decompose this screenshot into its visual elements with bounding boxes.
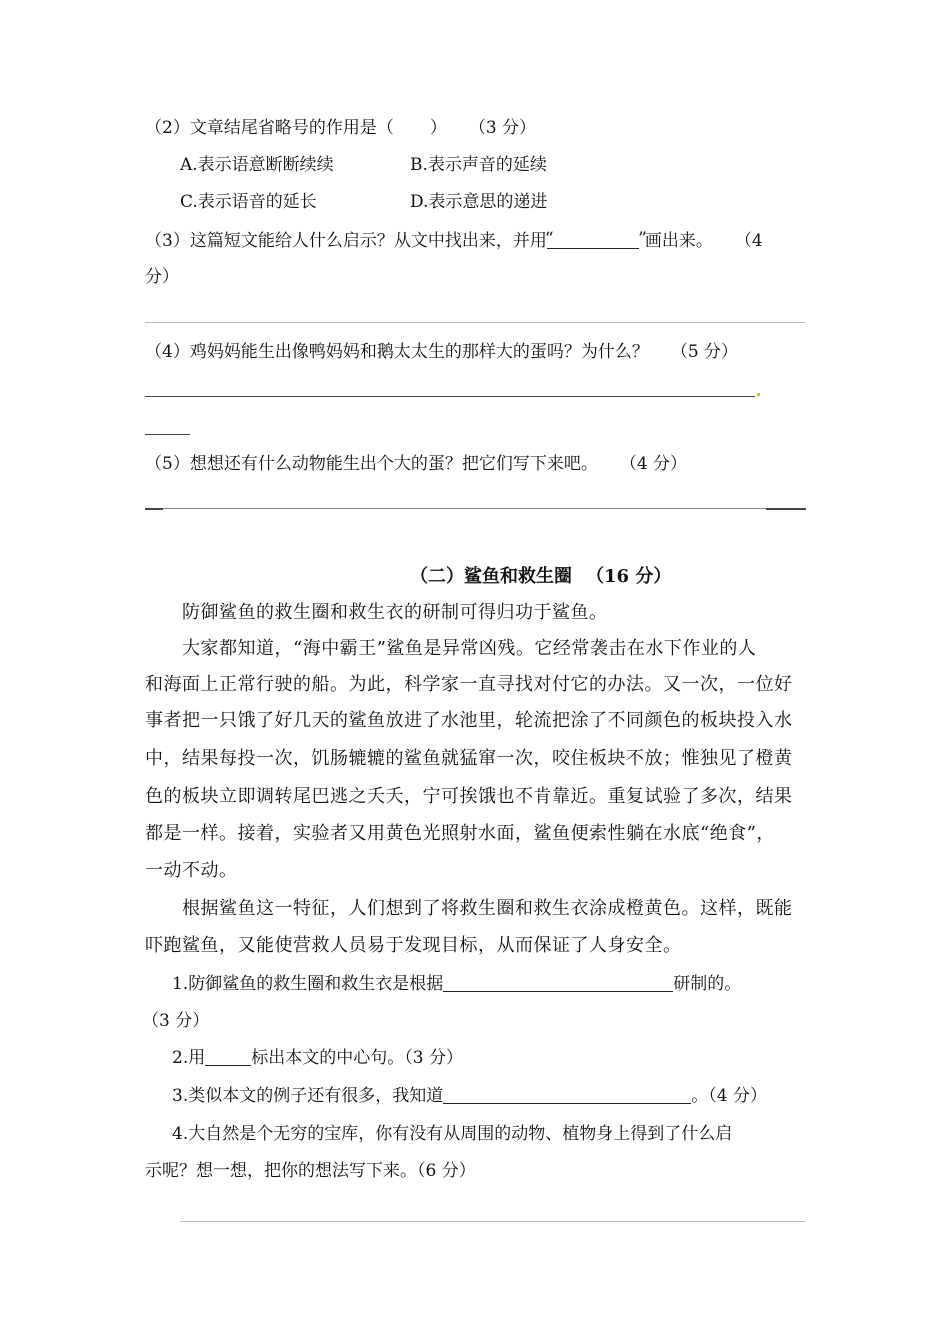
q5-stem bbox=[145, 452, 805, 476]
q2-option-b: B.表示声音的延续 bbox=[410, 155, 547, 175]
section2-score: （16 分） bbox=[586, 566, 672, 587]
passage-paragraph-1: 防御鲨鱼的救生圈和救生衣的研制可得归功于鲨鱼。 bbox=[182, 602, 608, 623]
passage-paragraph-2-line-2: 和海面上正常行驶的船。为此，科学家一直寻找对付它的办法。又一次，一位好 bbox=[145, 674, 793, 695]
passage-paragraph-2-line-3: 事者把一只饿了好几天的鲨鱼放进了水池里，轮流把涂了不同颜色的板块投入水 bbox=[145, 710, 793, 731]
q2-stem-close: ） bbox=[429, 118, 447, 138]
passage-paragraph-3-line-2: 吓跑鲨鱼，又能使营救人员易于发现目标，从而保证了人身安全。 bbox=[145, 935, 682, 956]
s2-q4-line-1: 4.大自然是个无穷的宝库，你有没有从周围的动物、植物身上得到了什么启 bbox=[172, 1124, 733, 1144]
passage-paragraph-2-line-4: 中，结果每投一次，饥肠辘辘的鲨鱼就猛窜一次，咬住板块不放；惟独见了橙黄 bbox=[145, 748, 793, 769]
s2-q1-score-line: （3 分） bbox=[142, 1011, 210, 1031]
section2-title bbox=[410, 562, 671, 588]
q2-stem-text: （2）文章结尾省略号的作用是（ bbox=[145, 118, 394, 138]
s2-q1-blank[interactable] bbox=[443, 973, 673, 992]
q4-stem bbox=[145, 340, 805, 364]
q5-score: （4 分） bbox=[619, 454, 688, 474]
s2-q1-end: 研制的。 bbox=[673, 974, 742, 994]
section2-title-text: （二）鲨鱼和救生圈 bbox=[410, 566, 572, 587]
passage-paragraph-3-line-1: 根据鲨鱼这一特征，人们想到了将救生圈和救生衣涂成橙黄色。这样，既能 bbox=[182, 898, 793, 919]
s2-q2-text: 2.用 bbox=[172, 1048, 206, 1068]
q2-stem bbox=[145, 116, 805, 140]
q4-stem-text: （4）鸡妈妈能生出像鸭妈妈和鹅太太生的那样大的蛋吗？为什么？ bbox=[145, 342, 649, 362]
s2-q3-end: 。（4 分） bbox=[691, 1086, 767, 1106]
q3-stem-end: 画出来。 bbox=[644, 231, 713, 251]
s2-q2-blank[interactable] bbox=[205, 1047, 251, 1066]
s2-q4-answer-line[interactable] bbox=[180, 1221, 805, 1222]
s2-q2 bbox=[172, 1046, 832, 1070]
q4-answer-line-2[interactable] bbox=[145, 434, 190, 435]
s2-q3 bbox=[172, 1084, 832, 1108]
q3-score-line bbox=[145, 265, 805, 289]
q5-answer-line-end bbox=[766, 508, 806, 510]
q2-option-d: D.表示意思的递进 bbox=[410, 192, 548, 212]
q2-options-row1 bbox=[180, 153, 840, 177]
q3-score-part2: 分） bbox=[145, 267, 179, 287]
q5-answer-line-start bbox=[145, 508, 163, 510]
q3-quote-open: “ bbox=[544, 229, 554, 249]
passage-paragraph-2-line-1: 大家都知道，“海中霸王”鲨鱼是异常凶残。它经常袭击在水下作业的人 bbox=[182, 638, 757, 659]
q2-option-a: A.表示语意断断续续 bbox=[180, 155, 334, 175]
passage-paragraph-2-line-7: 一动不动。 bbox=[145, 860, 238, 881]
stray-mark bbox=[757, 393, 760, 396]
q4-answer-line-1[interactable] bbox=[145, 396, 755, 397]
s2-q1 bbox=[172, 972, 832, 996]
q3-quote-blank[interactable] bbox=[544, 229, 647, 249]
q3-quote-close: ” bbox=[638, 229, 647, 249]
q4-score: （5 分） bbox=[670, 342, 739, 362]
passage-paragraph-2-line-5: 色的板块立即调转尾巴逃之夭夭，宁可挨饿也不肯靠近。重复试验了多次，结果 bbox=[145, 786, 793, 807]
q3-answer-line[interactable] bbox=[145, 322, 805, 323]
q5-answer-line[interactable] bbox=[145, 508, 805, 509]
passage-paragraph-2-line-6: 都是一样。接着，实验者又用黄色光照射水面，鲨鱼便索性躺在水底“绝食”， bbox=[145, 823, 775, 844]
q3-stem bbox=[145, 229, 805, 253]
s2-q3-blank[interactable] bbox=[443, 1085, 691, 1104]
q2-options-row2 bbox=[180, 190, 840, 214]
s2-q4-line-2: 示呢？想一想，把你的想法写下来。（6 分） bbox=[145, 1161, 476, 1181]
q3-score-part1: （4 bbox=[734, 231, 763, 251]
q2-option-c: C.表示语音的延长 bbox=[180, 192, 317, 212]
q5-stem-text: （5）想想还有什么动物能生出个大的蛋？把它们写下来吧。 bbox=[145, 454, 598, 474]
q3-stem-text: （3）这篇短文能给人什么启示？从文中找出来，并用 bbox=[145, 231, 547, 251]
q2-score: （3 分） bbox=[468, 118, 537, 138]
s2-q1-text: 1.防御鲨鱼的救生圈和救生衣是根据 bbox=[172, 974, 444, 994]
s2-q2-end: 标出本文的中心句。（3 分） bbox=[251, 1048, 463, 1068]
s2-q3-text: 3.类似本文的例子还有很多，我知道 bbox=[172, 1086, 444, 1106]
